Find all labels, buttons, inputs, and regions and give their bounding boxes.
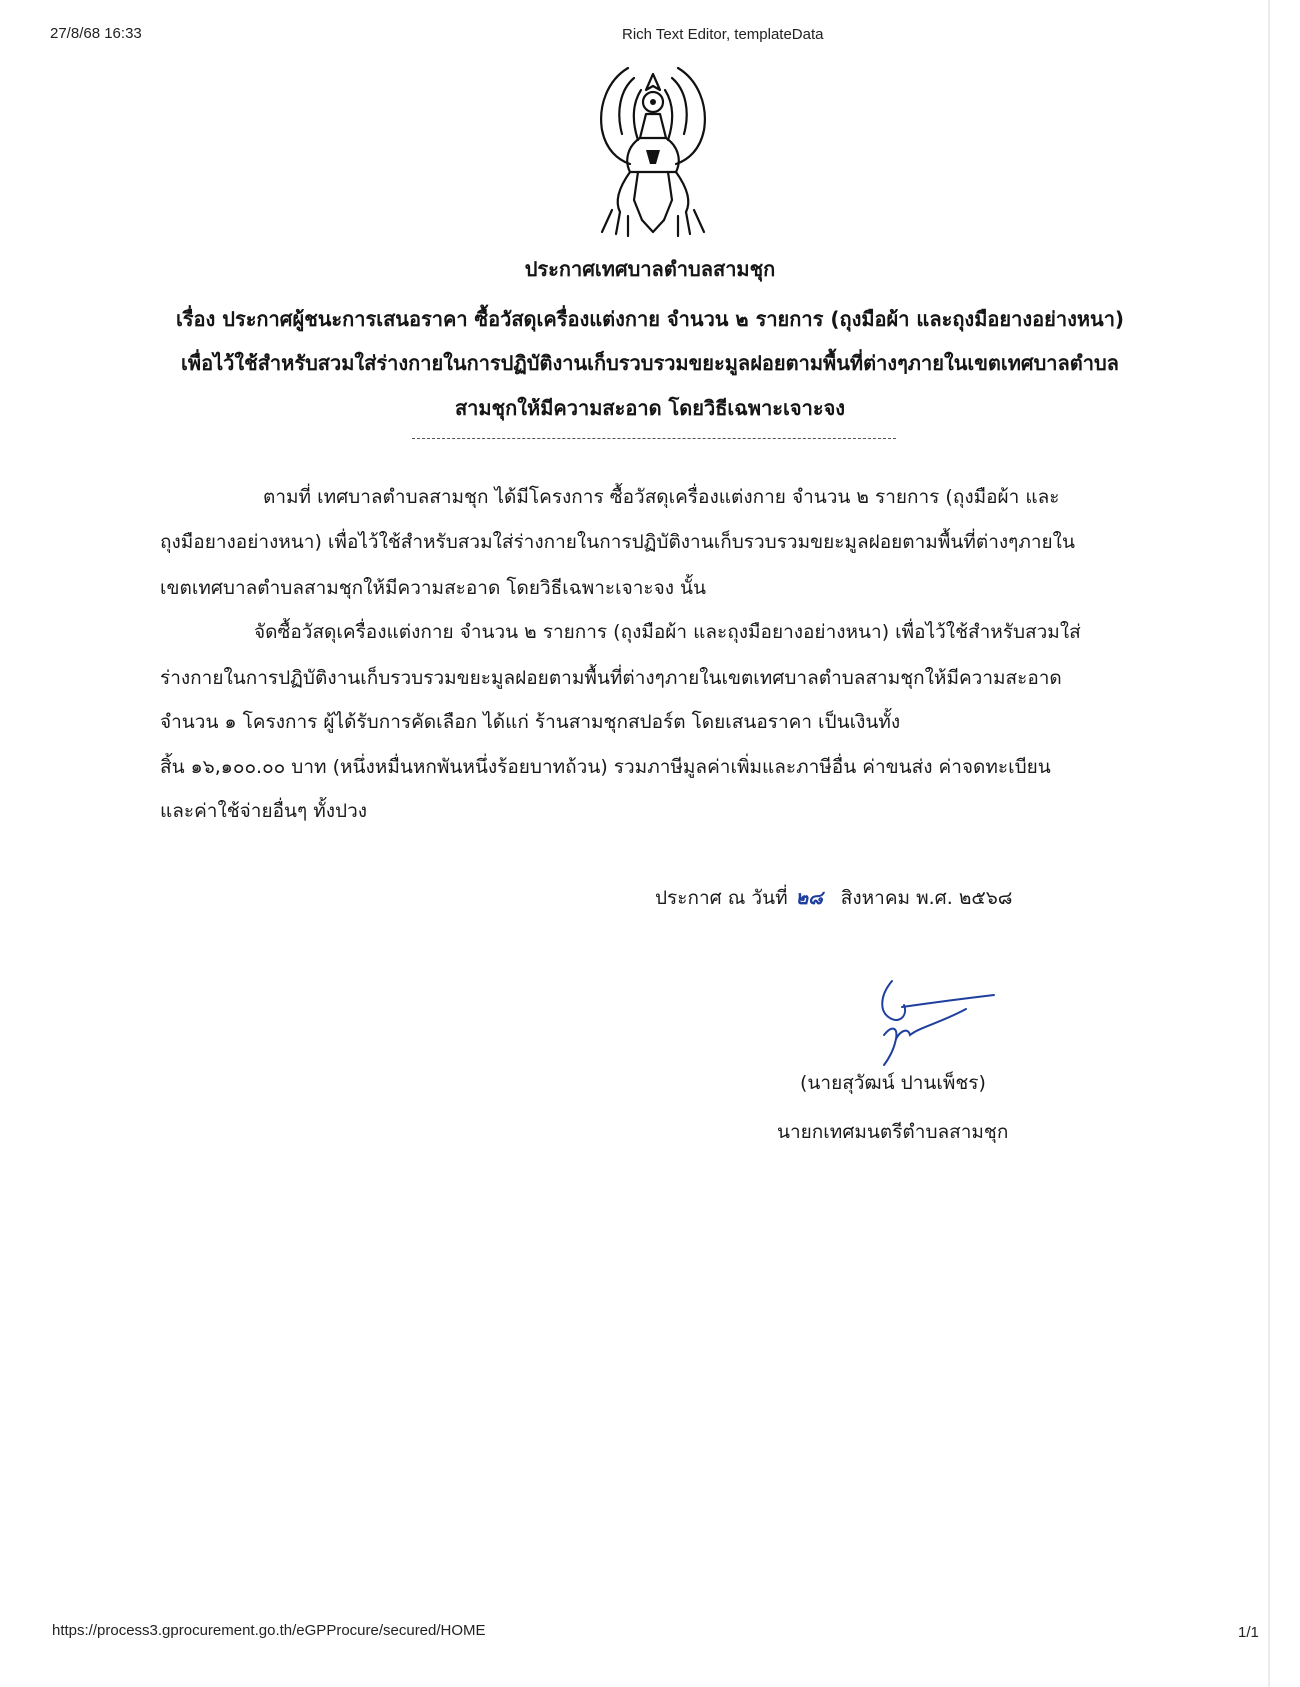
announcement-month-year: สิงหาคม พ.ศ. ๒๕๖๘ bbox=[840, 887, 1013, 909]
body-line-7: สิ้น ๑๖,๑๐๐.๐๐ บาท (หนึ่งหมื่นหกพันหนึ่งร้อยบาทถ้วน) รวมภาษีมูลค่าเพิ่มและภาษีอื่น ค่าขนส่ง ค่าจดทะเบียน bbox=[160, 756, 1051, 778]
subject-line-3: สามชุกให้มีความสะอาด โดยวิธีเฉพาะเจาะจง bbox=[454, 396, 846, 420]
signature-icon bbox=[870, 975, 1000, 1075]
body-line-3: เขตเทศบาลตำบลสามชุกให้มีความสะอาด โดยวิธีเฉพาะเจาะจง นั้น bbox=[160, 577, 707, 599]
signer-position: นายกเทศมนตรีตำบลสามชุก bbox=[777, 1121, 1009, 1143]
body-line-2: ถุงมือยางอย่างหนา) เพื่อไว้ใช้สำหรับสวมใส่ร่างกายในการปฏิบัติงานเก็บรวบรวมขยะมูลฝอยตามพื้นที่ต่างๆภายใน bbox=[160, 531, 1075, 553]
body-line-6: จำนวน ๑ โครงการ ผู้ได้รับการคัดเลือก ได้แก่ ร้านสามชุกสปอร์ต โดยเสนอราคา เป็นเงินทั้ง bbox=[160, 711, 901, 733]
print-footer-url: https://process3.gprocurement.go.th/eGPProcure/secured/HOME bbox=[52, 1622, 486, 1639]
subject-line-2: เพื่อไว้ใช้สำหรับสวมใส่ร่างกายในการปฏิบัติงานเก็บรวบรวมขยะมูลฝอยตามพื้นที่ต่างๆภายในเขตเทศบาลตำบล bbox=[181, 351, 1119, 375]
section-divider bbox=[412, 438, 896, 439]
announcement-day-handwritten: ๒๘ bbox=[795, 887, 823, 909]
print-page-number: 1/1 bbox=[1238, 1624, 1259, 1641]
garuda-emblem-icon bbox=[568, 60, 738, 240]
subject-line-1: เรื่อง ประกาศผู้ชนะการเสนอราคา ซื้อวัสดุเครื่องแต่งกาย จำนวน ๒ รายการ (ถุงมือผ้า และถุงมือยางอย่างหนา) bbox=[175, 307, 1125, 331]
body-line-4: จัดซื้อวัสดุเครื่องแต่งกาย จำนวน ๒ รายการ (ถุงมือผ้า และถุงมือยางอย่างหนา) เพื่อไว้ใช้สำหรับสวมใส่ bbox=[254, 621, 1081, 643]
print-date-time: 27/8/68 16:33 bbox=[50, 25, 142, 42]
document-title: ประกาศเทศบาลตำบลสามชุก bbox=[524, 257, 776, 281]
body-line-1: ตามที่ เทศบาลตำบลสามชุก ได้มีโครงการ ซื้อวัสดุเครื่องแต่งกาย จำนวน ๒ รายการ (ถุงมือผ้า และ bbox=[263, 486, 1060, 508]
body-line-5: ร่างกายในการปฏิบัติงานเก็บรวบรวมขยะมูลฝอยตามพื้นที่ต่างๆภายในเขตเทศบาลตำบลสามชุกให้มีความสะอาด bbox=[160, 667, 1062, 689]
print-window-title: Rich Text Editor, templateData bbox=[622, 26, 824, 43]
announcement-prefix: ประกาศ ณ วันที่ bbox=[655, 887, 788, 909]
announcement-date bbox=[655, 883, 1012, 913]
body-line-8: และค่าใช้จ่ายอื่นๆ ทั้งปวง bbox=[160, 800, 368, 822]
signer-name: (นายสุวัฒน์ ปานเพ็ชร) bbox=[800, 1072, 986, 1094]
